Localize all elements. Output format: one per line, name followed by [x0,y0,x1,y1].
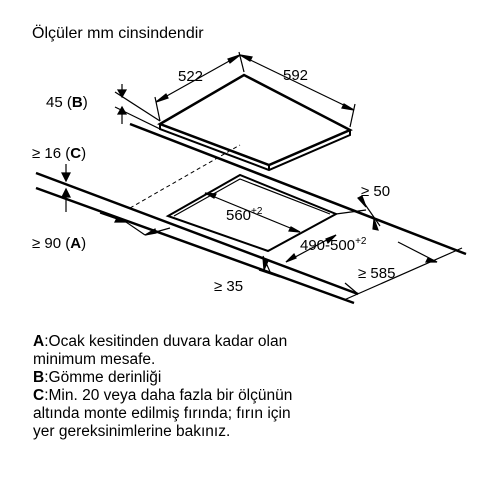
front-gap-label: ≥ 35 [214,278,244,295]
back-gap-label: ≥ 50 [361,183,391,200]
legend-item-a-cont [33,351,473,369]
legend-key: B [33,369,45,386]
legend-item-a: A : Ocak kesitinden duvara kadar olan [33,333,288,350]
legend-text: Gömme derinliği [48,369,162,386]
legend-text: altında monte edilmiş fırında; fırın için [33,405,291,422]
legend-item-c-cont1 [33,405,473,423]
counter-depth-label: ≥ 585 [358,265,396,282]
thickness-marker [62,164,70,212]
wall-gap-label: ≥ 90 (A) [32,235,87,252]
hob-depth-label: 522 [178,68,204,85]
hob-drawing [160,75,350,170]
legend-item-c-cont2 [33,423,473,441]
cutout-width-label: $490-500^{+2}$ [300,236,367,254]
legend-text: yer gereksinimlerine bakınız. [33,423,231,440]
legend-text: minimum mesafe. [33,351,156,368]
diagram-title: Ölçüler mm cinsindendir [32,25,204,42]
legend-text: Min. 20 veya daha fazla bir ölçünün [48,387,293,404]
cutout-depth-label: $560^{+2}$ [226,206,263,224]
legend-item-b: B : Gömme derinliği [33,369,162,386]
legend-item-c: C : Min. 20 veya daha fazla bir ölçünün [33,387,293,404]
legend [33,333,473,441]
legend-text: Ocak kesitinden duvara kadar olan [48,333,288,350]
legend-key: A [33,333,45,350]
legend-key: C [33,387,45,404]
build-depth-label: 45 (B) [46,94,88,111]
hob-width-label: 592 [283,67,309,84]
build-depth-marker [115,84,160,129]
thickness-label: ≥ 16 (C) [32,145,87,162]
